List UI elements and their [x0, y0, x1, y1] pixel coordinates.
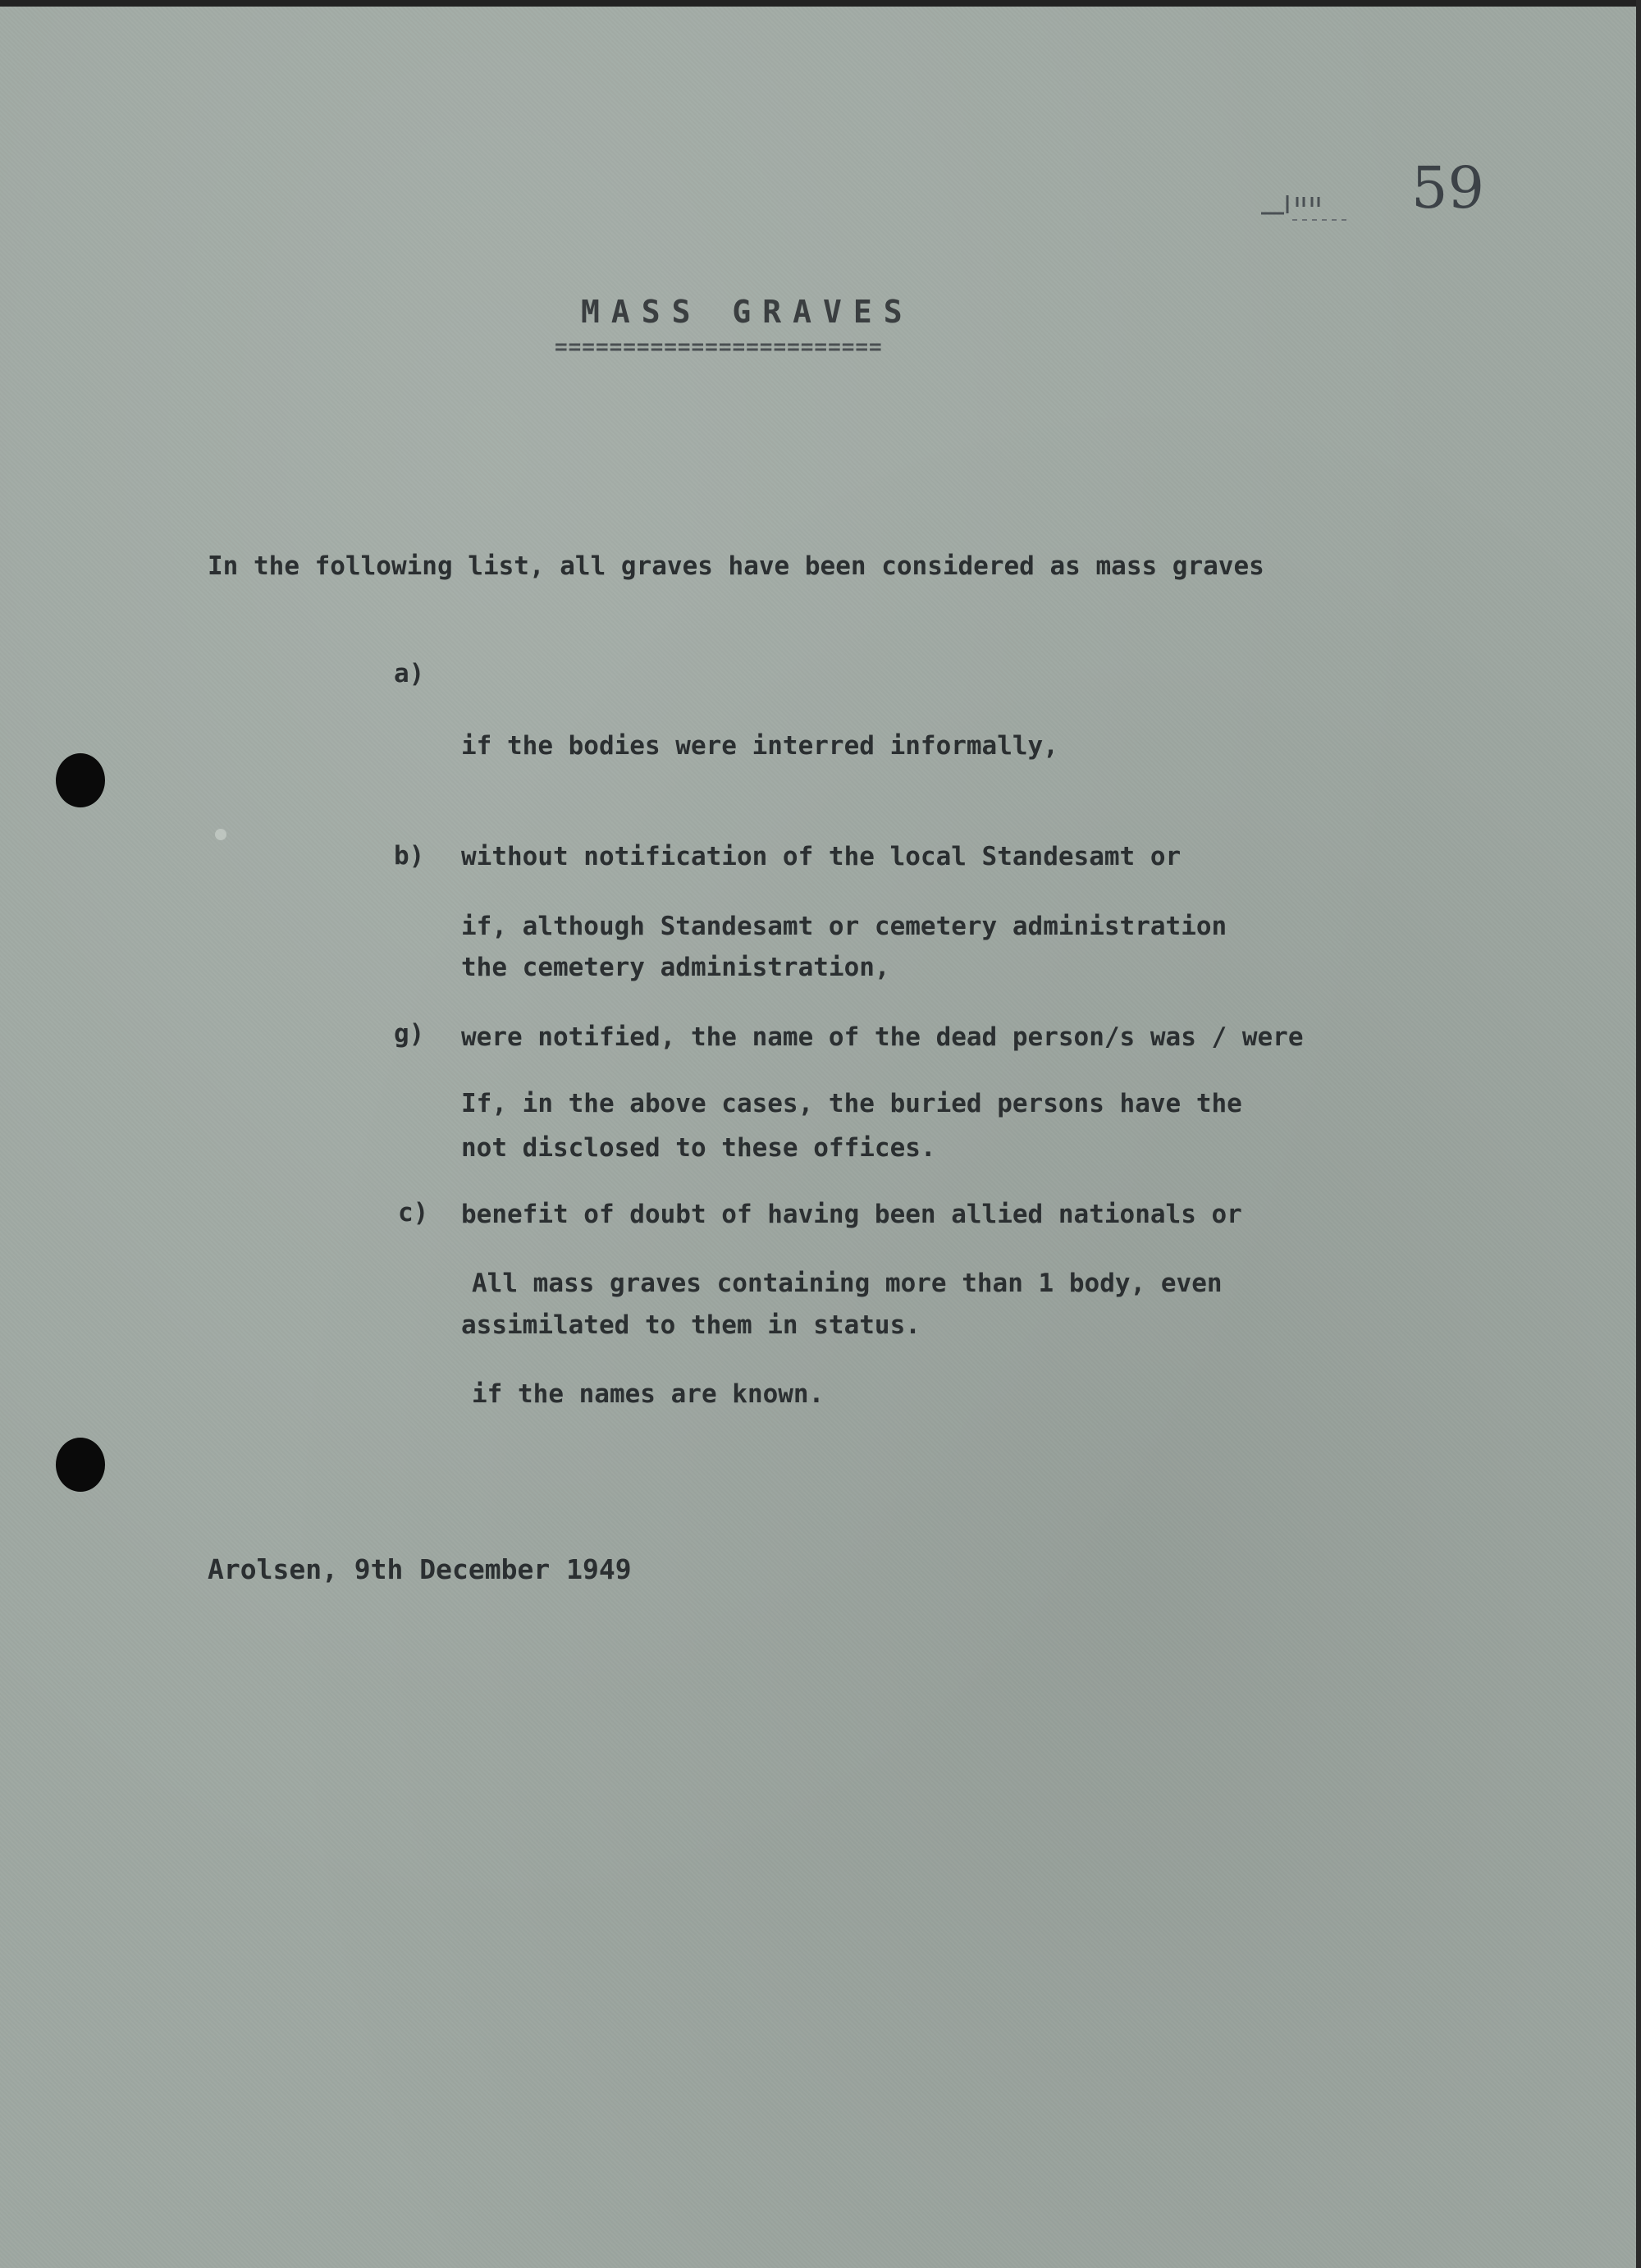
scan-top-edge: [0, 0, 1641, 7]
list-item-line: assimilated to them in status.: [461, 1310, 921, 1340]
list-item-line: benefit of doubt of having been allied nationals or: [461, 1200, 1242, 1229]
punch-hole-lower: [56, 1438, 105, 1492]
list-item-letter: b): [394, 841, 425, 871]
list-item-text: [472, 1191, 1223, 1487]
list-item-line: if the names are known.: [472, 1379, 825, 1409]
list-item-letter: a): [394, 659, 425, 688]
list-item-line: without notification of the local Standesamt or: [461, 842, 1182, 871]
title-underline: ========================: [555, 335, 883, 359]
list-item-letter: c): [398, 1198, 429, 1228]
punch-hole-upper: [56, 753, 105, 807]
list-item-letter: g): [394, 1019, 425, 1049]
list-item-line: not disclosed to these offices.: [461, 1133, 936, 1163]
list-item-line: If, in the above cases, the buried persons have the: [461, 1089, 1242, 1118]
stamp-mark: [1259, 189, 1358, 222]
intro-paragraph: In the following list, all graves have been considered as mass graves: [208, 551, 1264, 581]
list-item-line: All mass graves containing more than 1 body, even: [472, 1269, 1223, 1298]
document-title: MASS GRAVES: [581, 294, 914, 330]
scan-right-edge: [1636, 0, 1641, 2268]
place-date-line: Arolsen, 9th December 1949: [208, 1553, 632, 1585]
list-item-line: if, although Standesamt or cemetery administration: [461, 912, 1227, 941]
page-number: 59: [1411, 154, 1485, 222]
list-item-line: if the bodies were interred informally,: [461, 731, 1058, 761]
paper-speck: [215, 829, 226, 840]
list-item-line: the cemetery administration,: [461, 953, 890, 982]
list-item-line: were notified, the name of the dead person/s was / were: [461, 1022, 1304, 1052]
